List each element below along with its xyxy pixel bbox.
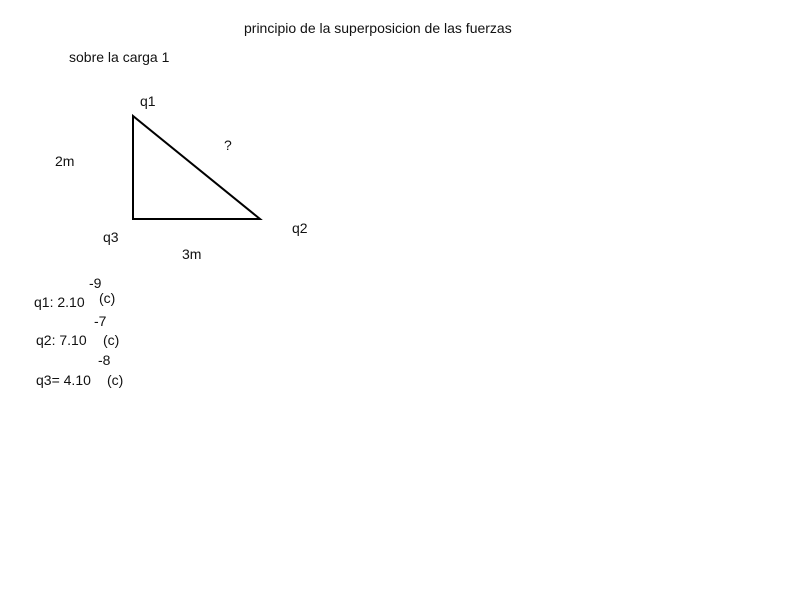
vertex-label-q2: q2 [292, 220, 308, 236]
charge-q2-unit: (c) [103, 332, 120, 348]
vertex-label-q3: q3 [103, 229, 119, 245]
charge-q2-exponent: -7 [94, 313, 107, 329]
charge-q1-exponent: -9 [89, 275, 102, 291]
horizontal-side-label: 3m [182, 246, 202, 262]
page-subtitle: sobre la carga 1 [69, 49, 170, 65]
charge-q2-label: q2: 7.10 [36, 332, 87, 348]
right-triangle [133, 116, 260, 219]
charge-q1-unit: (c) [99, 290, 116, 306]
charge-q3-exponent: -8 [98, 352, 111, 368]
charge-q3-label: q3= 4.10 [36, 372, 91, 388]
vertical-side-label: 2m [55, 153, 75, 169]
charge-q1-label: q1: 2.10 [34, 294, 85, 310]
charge-q3-unit: (c) [107, 372, 124, 388]
hypotenuse-label: ? [224, 137, 232, 153]
page-title: principio de la superposicion de las fuerzas [244, 20, 512, 36]
vertex-label-q1: q1 [140, 93, 156, 109]
